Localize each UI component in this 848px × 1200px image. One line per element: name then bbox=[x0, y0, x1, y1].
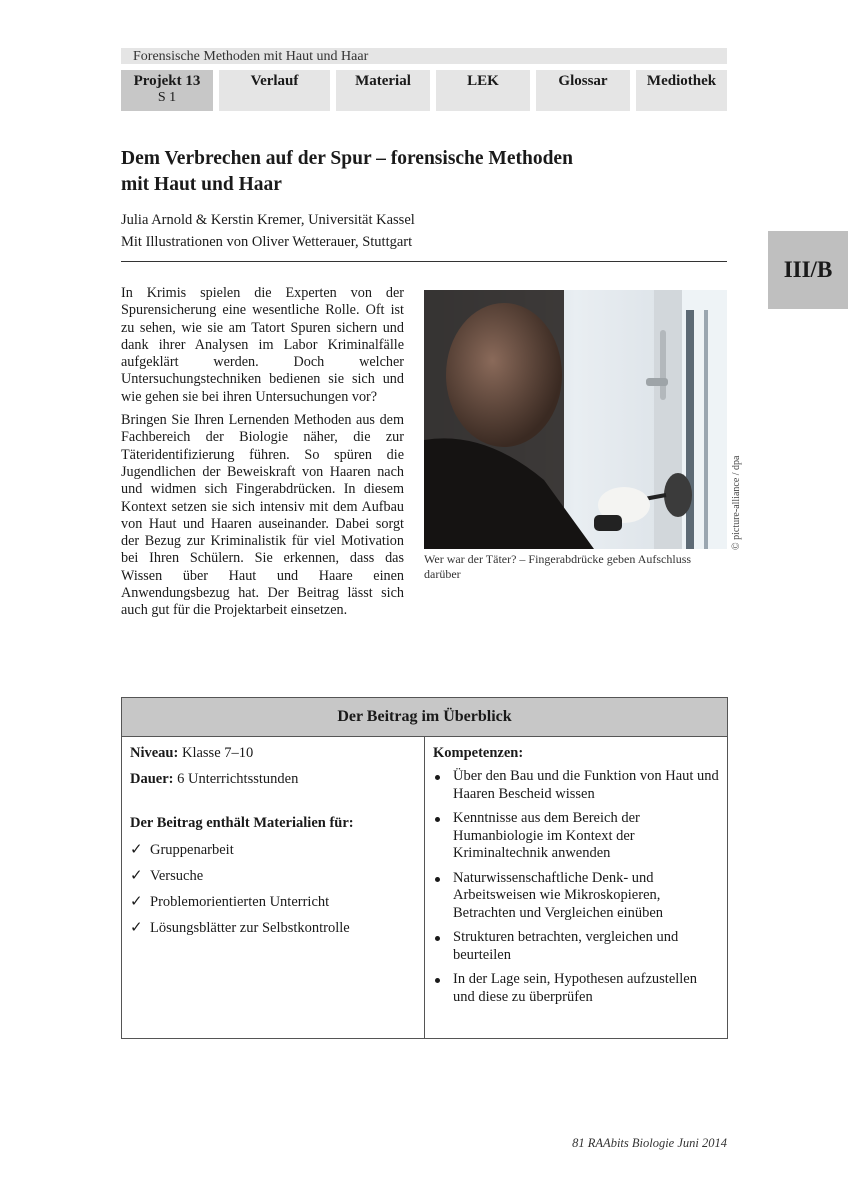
dauer-row bbox=[130, 770, 418, 788]
title-line-1: Dem Verbrechen auf der Spur – forensische Methoden bbox=[121, 148, 573, 169]
bullet-icon bbox=[435, 936, 440, 941]
tab-projekt[interactable] bbox=[121, 70, 213, 111]
material-item bbox=[130, 892, 418, 911]
tab-glossar-label: Glossar bbox=[558, 73, 608, 89]
chapter-side-tab: III/B bbox=[768, 231, 848, 309]
intro-paragraph-2: Bringen Sie Ihren Lernenden Methoden aus dem Fachbereich der Biologie näher, die zur Täteridentifizierung führen. So spüren die Jugendlichen der Beweiskraft von Haaren nach und widmen sich Fingerabdrücken. In diesem Kontext setzen sie sich intensiv mit dem Aufbau von Haut und Haaren auseinander. Dabei sorgt der Bezug zur Kriminalistik für viel Motivation bei Ihren Schülern. Sie erkennen, dass das Wissen über Haut und Haare einen Anwendungsbezug hat. Der Beitrag lässt sich auch gut für die Projektarbeit einsetzen. bbox=[121, 412, 404, 619]
competence-text: In der Lage sein, Hypothesen aufzustellen und diese zu überprüfen bbox=[453, 971, 697, 1005]
dauer-value: 6 Unterrichtsstunden bbox=[177, 771, 299, 787]
tab-material[interactable] bbox=[336, 70, 430, 111]
overview-right-column bbox=[433, 744, 721, 1013]
series-title-bar bbox=[121, 48, 727, 64]
photo-caption: Wer war der Täter? – Fingerabdrücke geben Aufschluss darüber bbox=[424, 552, 692, 581]
authors: Julia Arnold & Kerstin Kremer, Universität Kassel bbox=[121, 212, 415, 228]
tab-glossar[interactable] bbox=[536, 70, 630, 111]
checkmark-icon: ✓ bbox=[130, 840, 143, 858]
title-line-2: mit Haut und Haar bbox=[121, 174, 282, 195]
bullet-icon bbox=[435, 978, 440, 983]
material-item bbox=[130, 840, 418, 859]
overview-left-column bbox=[130, 744, 418, 944]
material-item bbox=[130, 918, 418, 937]
page-footer: 81 RAAbits Biologie Juni 2014 bbox=[572, 1136, 727, 1150]
dauer-label: Dauer: bbox=[130, 771, 174, 787]
tab-mediothek-label: Mediothek bbox=[646, 73, 717, 89]
niveau-label: Niveau: bbox=[130, 745, 179, 761]
tab-verlauf-label: Verlauf bbox=[250, 73, 299, 89]
competence-item bbox=[433, 810, 721, 863]
checkmark-icon: ✓ bbox=[130, 918, 143, 936]
material-item bbox=[130, 866, 418, 885]
competence-text: Kenntnisse aus dem Bereich der Humanbiologie im Kontext der Kriminaltechnik anwenden bbox=[453, 810, 640, 861]
fingerprint-photo bbox=[424, 290, 727, 549]
material-label: Versuche bbox=[150, 868, 204, 884]
niveau-value: Klasse 7–10 bbox=[181, 745, 254, 761]
tab-material-label: Material bbox=[355, 73, 411, 89]
material-label: Gruppenarbeit bbox=[150, 842, 234, 858]
article-title bbox=[121, 146, 721, 198]
overview-heading: Der Beitrag im Überblick bbox=[122, 698, 727, 737]
materials-heading: Der Beitrag enthält Materialien für: bbox=[130, 815, 354, 831]
tab-projekt-page: S 1 bbox=[157, 90, 177, 105]
tab-mediothek[interactable] bbox=[636, 70, 727, 111]
competence-text: Strukturen betrachten, vergleichen und beurteilen bbox=[453, 929, 679, 963]
bullet-icon bbox=[435, 775, 440, 780]
tab-verlauf[interactable] bbox=[219, 70, 330, 111]
competence-item bbox=[433, 929, 721, 964]
competence-text: Über den Bau und die Funktion von Haut und Haaren Bescheid wissen bbox=[453, 768, 719, 802]
competence-item bbox=[433, 870, 721, 923]
checkmark-icon: ✓ bbox=[130, 892, 143, 910]
competence-item bbox=[433, 768, 721, 803]
illustrator: Mit Illustrationen von Oliver Wetterauer, Stuttgart bbox=[121, 234, 413, 250]
tab-projekt-label: Projekt 13 bbox=[133, 73, 201, 89]
author-block bbox=[121, 209, 415, 253]
competence-text: Naturwissenschaftliche Denk- und Arbeitsweisen wie Mikroskopieren, Betrachten und Vergleichen einüben bbox=[453, 869, 664, 921]
material-label: Problemorientierten Unterricht bbox=[150, 894, 330, 910]
tab-lek-label: LEK bbox=[467, 73, 499, 89]
competence-item bbox=[433, 971, 721, 1006]
intro-text bbox=[121, 285, 404, 626]
photo-credit: © picture-alliance / dpa bbox=[731, 455, 742, 550]
section-tabs bbox=[121, 70, 727, 111]
bullet-icon bbox=[435, 877, 440, 882]
overview-box bbox=[121, 697, 728, 1039]
bullet-icon bbox=[435, 817, 440, 822]
intro-paragraph-1: In Krimis spielen die Experten von der Spurensicherung eine wesentliche Rolle. Oft ist zu sehen, wie sie am Tatort Spuren sichern und dank ihrer Analysen im Labor Kriminalfälle aufgeklärt werden. Doch welcher Untersuchungstechniken bedienen sie sich und wie gehen sie bei ihren Untersuchungen vor? bbox=[121, 285, 404, 405]
checkmark-icon: ✓ bbox=[130, 866, 143, 884]
niveau-row bbox=[130, 744, 418, 762]
title-divider bbox=[121, 261, 727, 262]
material-label: Lösungsblätter zur Selbstkontrolle bbox=[150, 920, 350, 936]
overview-column-divider bbox=[424, 737, 425, 1039]
series-title: Forensische Methoden mit Haut und Haar bbox=[133, 49, 369, 64]
forensic-expert-illustration bbox=[424, 290, 727, 549]
competences-heading: Kompetenzen: bbox=[433, 745, 524, 761]
tab-lek[interactable] bbox=[436, 70, 530, 111]
